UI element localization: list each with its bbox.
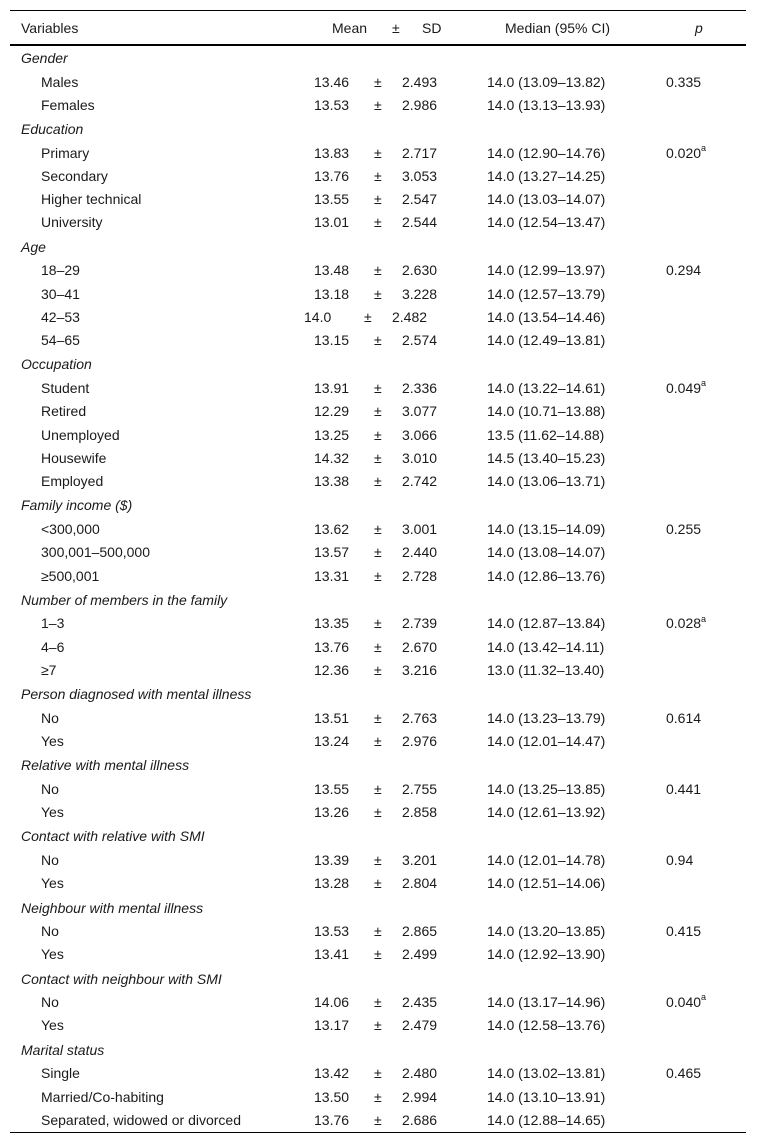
row-mean: 13.28 xyxy=(314,875,350,892)
row-plus-minus: ± xyxy=(374,851,382,868)
row-mean: 14.0 xyxy=(304,308,332,325)
row-mean: 13.38 xyxy=(314,473,350,490)
row-label: Primary xyxy=(41,144,90,161)
row-mean: 13.48 xyxy=(314,262,350,279)
row-mean: 13.42 xyxy=(314,1065,350,1082)
p-value-text: 0.415 xyxy=(666,923,702,940)
row-plus-minus: ± xyxy=(374,615,382,632)
row-median: 13.0 (11.32–13.40) xyxy=(487,661,605,678)
row-median: 14.5 (13.40–15.23) xyxy=(487,449,606,466)
row-median: 14.0 (13.25–13.85) xyxy=(487,780,606,797)
row-mean: 13.31 xyxy=(314,567,350,584)
row-mean: 13.55 xyxy=(314,780,350,797)
table-row xyxy=(10,1014,746,1037)
row-plus-minus: ± xyxy=(374,875,382,892)
row-sd: 2.717 xyxy=(402,144,438,161)
row-mean: 12.36 xyxy=(314,661,350,678)
row-sd: 3.201 xyxy=(402,851,438,868)
row-p-value xyxy=(666,75,701,89)
row-p-value xyxy=(666,142,707,161)
group-title: Relative with mental illness xyxy=(21,757,190,774)
row-sd: 2.994 xyxy=(402,1088,438,1105)
row-sd: 2.986 xyxy=(402,96,438,113)
table-row xyxy=(10,565,746,588)
p-value-text: 0.465 xyxy=(666,1065,702,1082)
table-row xyxy=(10,94,746,117)
group-row xyxy=(10,117,746,142)
row-label: 4–6 xyxy=(41,638,65,655)
row-sd: 2.739 xyxy=(402,615,438,632)
row-median: 14.0 (12.57–13.79) xyxy=(487,285,606,302)
row-label: Females xyxy=(41,96,95,113)
p-value-text: 0.614 xyxy=(666,709,702,726)
significance-marker: a xyxy=(701,992,707,1003)
row-plus-minus: ± xyxy=(374,1065,382,1082)
row-sd: 3.010 xyxy=(402,449,438,466)
row-plus-minus: ± xyxy=(374,191,382,208)
group-title: Age xyxy=(21,238,46,255)
row-median: 14.0 (10.71–13.88) xyxy=(487,403,606,420)
row-p-value xyxy=(666,613,707,632)
row-sd: 2.479 xyxy=(402,1017,438,1034)
table-row xyxy=(10,1062,746,1085)
row-mean: 13.24 xyxy=(314,733,350,750)
row-median: 14.0 (12.01–14.78) xyxy=(487,851,606,868)
row-p-value xyxy=(666,924,701,938)
row-median: 14.0 (12.54–13.47) xyxy=(487,214,606,231)
row-p-value xyxy=(666,522,701,536)
row-median: 14.0 (12.49–13.81) xyxy=(487,332,606,349)
row-p-value xyxy=(666,711,701,725)
row-label: 42–53 xyxy=(41,308,80,325)
row-p-value xyxy=(666,853,693,867)
row-mean: 13.62 xyxy=(314,520,350,537)
significance-marker: a xyxy=(701,378,707,389)
row-mean: 13.01 xyxy=(314,214,350,231)
row-plus-minus: ± xyxy=(374,285,382,302)
row-plus-minus: ± xyxy=(374,804,382,821)
table-row xyxy=(10,943,746,966)
row-median: 14.0 (12.90–14.76) xyxy=(487,144,606,161)
p-value-text: 0.94 xyxy=(666,851,694,868)
row-mean: 13.53 xyxy=(314,923,350,940)
row-mean: 14.32 xyxy=(314,449,350,466)
row-plus-minus: ± xyxy=(374,426,382,443)
group-title: Person diagnosed with mental illness xyxy=(21,686,252,703)
p-value-text: 0.049 xyxy=(666,379,702,396)
row-mean: 13.25 xyxy=(314,426,350,443)
header-median: Median (95% CI) xyxy=(505,20,611,36)
row-sd: 2.858 xyxy=(402,804,438,821)
table-row xyxy=(10,1109,746,1132)
row-label: Yes xyxy=(41,875,64,892)
row-median: 14.0 (13.13–13.93) xyxy=(487,96,606,113)
row-plus-minus: ± xyxy=(374,144,382,161)
row-sd: 3.053 xyxy=(402,167,438,184)
row-label: 300,001–500,000 xyxy=(41,544,150,561)
row-label: 54–65 xyxy=(41,332,80,349)
row-label: Married/Co-habiting xyxy=(41,1088,164,1105)
row-median: 14.0 (12.01–14.47) xyxy=(487,733,606,750)
p-value-text: 0.335 xyxy=(666,73,702,90)
group-row xyxy=(10,493,746,518)
row-mean: 13.76 xyxy=(314,167,350,184)
row-plus-minus: ± xyxy=(374,1088,382,1105)
row-label: Yes xyxy=(41,1017,64,1034)
group-row xyxy=(10,352,746,377)
row-sd: 2.482 xyxy=(392,308,428,325)
header-plus-minus: ± xyxy=(392,20,400,36)
row-label: 30–41 xyxy=(41,285,80,302)
row-plus-minus: ± xyxy=(364,308,372,325)
row-median: 14.0 (13.27–14.25) xyxy=(487,167,606,184)
row-median: 14.0 (12.58–13.76) xyxy=(487,1017,606,1034)
row-plus-minus: ± xyxy=(374,994,382,1011)
row-label: No xyxy=(41,780,59,797)
row-mean: 13.35 xyxy=(314,615,350,632)
row-plus-minus: ± xyxy=(374,332,382,349)
group-row xyxy=(10,753,746,778)
row-label: Unemployed xyxy=(41,426,120,443)
group-title: Occupation xyxy=(21,356,92,373)
row-sd: 3.001 xyxy=(402,520,438,537)
p-value-text: 0.255 xyxy=(666,520,702,537)
table-row xyxy=(10,424,746,447)
row-plus-minus: ± xyxy=(374,733,382,750)
row-label: Males xyxy=(41,73,79,90)
row-label: Yes xyxy=(41,946,64,963)
row-mean: 13.50 xyxy=(314,1088,350,1105)
table-row xyxy=(10,400,746,423)
group-title: Neighbour with mental illness xyxy=(21,899,204,916)
table-row xyxy=(10,636,746,659)
group-title: Contact with relative with SMI xyxy=(21,828,205,845)
row-mean: 13.55 xyxy=(314,191,350,208)
row-label: Student xyxy=(41,379,90,396)
row-label: 1–3 xyxy=(41,615,65,632)
row-mean: 13.41 xyxy=(314,946,350,963)
row-mean: 13.15 xyxy=(314,332,350,349)
row-label: Yes xyxy=(41,733,64,750)
significance-marker: a xyxy=(701,142,707,153)
row-mean: 13.17 xyxy=(314,1017,350,1034)
row-label: No xyxy=(41,709,59,726)
row-label: Yes xyxy=(41,804,64,821)
row-plus-minus: ± xyxy=(374,780,382,797)
row-median: 14.0 (13.42–14.11) xyxy=(487,638,605,655)
data-table xyxy=(10,10,746,1133)
table-row xyxy=(10,470,746,493)
table-row xyxy=(10,872,746,895)
row-sd: 3.066 xyxy=(402,426,438,443)
group-row xyxy=(10,235,746,260)
row-sd: 2.686 xyxy=(402,1111,438,1128)
row-median: 14.0 (12.99–13.97) xyxy=(487,262,606,279)
row-sd: 2.544 xyxy=(402,214,438,231)
row-label: <300,000 xyxy=(41,520,100,537)
row-mean: 13.18 xyxy=(314,285,350,302)
row-mean: 13.83 xyxy=(314,144,350,161)
group-title: Education xyxy=(21,121,84,138)
row-median: 14.0 (12.51–14.06) xyxy=(487,875,606,892)
group-row xyxy=(10,967,746,992)
group-row xyxy=(10,1038,746,1063)
row-median: 14.0 (13.03–14.07) xyxy=(487,191,606,208)
row-plus-minus: ± xyxy=(374,709,382,726)
row-p-value xyxy=(666,378,707,396)
row-p-value xyxy=(666,992,707,1011)
row-mean: 13.26 xyxy=(314,804,350,821)
row-label: ≥7 xyxy=(41,661,57,678)
row-median: 13.5 (11.62–14.88) xyxy=(487,426,605,443)
row-plus-minus: ± xyxy=(374,73,382,90)
row-median: 14.0 (12.92–13.90) xyxy=(487,946,606,963)
header-sd: SD xyxy=(422,20,442,36)
table-row xyxy=(10,329,746,352)
row-sd: 3.228 xyxy=(402,285,438,302)
row-label: Separated, widowed or divorced xyxy=(41,1111,242,1128)
table-row xyxy=(10,518,746,541)
row-sd: 3.077 xyxy=(402,403,438,420)
row-plus-minus: ± xyxy=(374,262,382,279)
p-value-text: 0.040 xyxy=(666,994,702,1011)
table-row xyxy=(10,259,746,282)
group-row xyxy=(10,896,746,921)
table-row xyxy=(10,659,746,682)
p-value-text: 0.441 xyxy=(666,780,702,797)
row-plus-minus: ± xyxy=(374,379,382,396)
row-median: 14.0 (13.08–14.07) xyxy=(487,544,606,561)
row-mean: 13.51 xyxy=(314,709,350,726)
table-row xyxy=(10,707,746,730)
table-row xyxy=(10,991,746,1014)
p-value-text: 0.294 xyxy=(666,262,702,279)
row-plus-minus: ± xyxy=(374,403,382,420)
group-row xyxy=(10,588,746,613)
table-row xyxy=(10,730,746,753)
row-sd: 2.547 xyxy=(402,191,438,208)
row-label: University xyxy=(41,214,103,231)
row-median: 14.0 (12.88–14.65) xyxy=(487,1111,606,1128)
table-row xyxy=(10,142,746,165)
table-row xyxy=(10,211,746,234)
table-row xyxy=(10,447,746,470)
row-sd: 2.574 xyxy=(402,332,438,349)
table-body xyxy=(10,46,746,1132)
table-row xyxy=(10,778,746,801)
row-plus-minus: ± xyxy=(374,520,382,537)
row-plus-minus: ± xyxy=(374,638,382,655)
row-p-value xyxy=(666,1066,701,1080)
row-median: 14.0 (13.10–13.91) xyxy=(487,1088,606,1105)
row-sd: 2.742 xyxy=(402,473,438,490)
row-label: No xyxy=(41,994,59,1011)
row-sd: 3.216 xyxy=(402,661,438,678)
group-title: Marital status xyxy=(21,1041,105,1058)
row-plus-minus: ± xyxy=(374,946,382,963)
p-value-text: 0.020 xyxy=(666,144,702,161)
row-plus-minus: ± xyxy=(374,923,382,940)
table-header xyxy=(10,11,746,46)
header-variables: Variables xyxy=(21,20,79,36)
row-plus-minus: ± xyxy=(374,567,382,584)
row-label: No xyxy=(41,851,59,868)
row-median: 14.0 (13.54–14.46) xyxy=(487,308,606,325)
header-mean: Mean xyxy=(332,20,368,36)
row-sd: 2.493 xyxy=(402,73,438,90)
significance-marker: a xyxy=(701,613,707,624)
row-label: Higher technical xyxy=(41,191,142,208)
row-mean: 13.76 xyxy=(314,638,350,655)
table-row xyxy=(10,188,746,211)
row-median: 14.0 (13.15–14.09) xyxy=(487,520,606,537)
row-sd: 2.435 xyxy=(402,994,438,1011)
row-median: 14.0 (12.61–13.92) xyxy=(487,804,606,821)
row-mean: 12.29 xyxy=(314,403,350,420)
group-title: Family income ($) xyxy=(21,497,133,514)
row-plus-minus: ± xyxy=(374,214,382,231)
row-plus-minus: ± xyxy=(374,544,382,561)
p-value-text: 0.028 xyxy=(666,615,702,632)
row-sd: 2.804 xyxy=(402,875,438,892)
row-p-value xyxy=(666,782,701,796)
row-sd: 2.480 xyxy=(402,1065,438,1082)
row-median: 14.0 (13.20–13.85) xyxy=(487,923,606,940)
row-sd: 2.763 xyxy=(402,709,438,726)
row-mean: 13.57 xyxy=(314,544,350,561)
row-plus-minus: ± xyxy=(374,473,382,490)
group-row xyxy=(10,682,746,707)
row-sd: 2.728 xyxy=(402,567,438,584)
row-label: Retired xyxy=(41,403,87,420)
row-sd: 2.865 xyxy=(402,923,438,940)
row-mean: 13.39 xyxy=(314,851,350,868)
row-sd: 2.630 xyxy=(402,262,438,279)
row-median: 14.0 (13.17–14.96) xyxy=(487,994,606,1011)
table-row xyxy=(10,283,746,306)
table-row xyxy=(10,801,746,824)
row-mean: 13.53 xyxy=(314,96,350,113)
row-label: Single xyxy=(41,1065,80,1082)
row-mean: 14.06 xyxy=(314,994,350,1011)
row-mean: 13.46 xyxy=(314,73,350,90)
group-title: Contact with neighbour with SMI xyxy=(21,970,222,987)
row-label: Secondary xyxy=(41,167,108,184)
row-p-value xyxy=(666,263,701,277)
row-plus-minus: ± xyxy=(374,1017,382,1034)
row-plus-minus: ± xyxy=(374,1111,382,1128)
group-row xyxy=(10,46,746,71)
row-mean: 13.76 xyxy=(314,1111,350,1128)
table-row xyxy=(10,612,746,635)
table-row xyxy=(10,71,746,94)
row-median: 14.0 (13.22–14.61) xyxy=(487,379,606,396)
row-median: 14.0 (13.23–13.79) xyxy=(487,709,606,726)
row-median: 14.0 (12.86–13.76) xyxy=(487,567,606,584)
table-row xyxy=(10,377,746,400)
row-mean: 13.91 xyxy=(314,379,350,396)
row-median: 14.0 (13.02–13.81) xyxy=(487,1065,606,1082)
group-row xyxy=(10,824,746,849)
row-label: Housewife xyxy=(41,449,107,466)
table-row xyxy=(10,165,746,188)
row-sd: 2.499 xyxy=(402,946,438,963)
group-title: Number of members in the family xyxy=(21,591,228,608)
row-label: No xyxy=(41,923,59,940)
table-row xyxy=(10,849,746,872)
row-label: 18–29 xyxy=(41,262,80,279)
table-row xyxy=(10,541,746,564)
row-median: 14.0 (13.06–13.71) xyxy=(487,473,606,490)
header-p: p xyxy=(695,20,703,36)
row-label: ≥500,001 xyxy=(41,567,100,584)
row-sd: 2.336 xyxy=(402,379,438,396)
row-plus-minus: ± xyxy=(374,449,382,466)
row-median: 14.0 (13.09–13.82) xyxy=(487,73,606,90)
row-plus-minus: ± xyxy=(374,96,382,113)
row-plus-minus: ± xyxy=(374,661,382,678)
row-median: 14.0 (12.87–13.84) xyxy=(487,615,606,632)
row-label: Employed xyxy=(41,473,104,490)
row-sd: 2.670 xyxy=(402,638,438,655)
row-sd: 2.440 xyxy=(402,544,438,561)
table-row xyxy=(10,306,746,329)
row-sd: 2.976 xyxy=(402,733,438,750)
row-sd: 2.755 xyxy=(402,780,438,797)
table-row xyxy=(10,1086,746,1109)
table-row xyxy=(10,920,746,943)
group-title: Gender xyxy=(21,50,68,66)
row-plus-minus: ± xyxy=(374,167,382,184)
